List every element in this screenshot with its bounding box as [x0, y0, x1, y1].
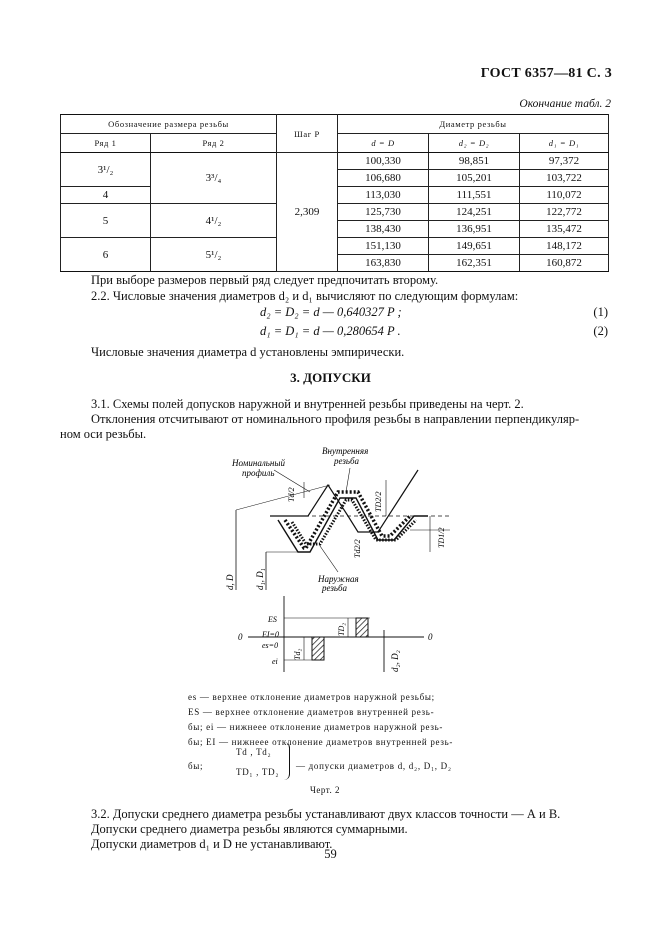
table-end-note: Окончание табл. 2 [519, 98, 611, 110]
page-header: ГОСТ 6357—81 С. 3 [480, 66, 612, 81]
cell-value: 100,330 [338, 153, 429, 170]
col-designation: Обозначение размера резьбы [61, 115, 277, 134]
col-diameter: Диаметр резьбы [338, 115, 609, 134]
cell-value: 138,430 [338, 221, 429, 238]
label-TD2: TD₂ [337, 622, 346, 636]
label-d2-D2: d₂, D₂ [390, 650, 400, 672]
leader-internal [346, 468, 350, 492]
formula-2: d₁ = D₁ = d — 0,280654 P . [260, 324, 401, 338]
formula-1-number: (1) [593, 305, 608, 319]
paragraph: Числовые значения диаметра d установлены эмпирически. [91, 345, 405, 359]
label-external-1: Наружная [318, 574, 359, 584]
figure-caption: Черт. 2 [310, 785, 340, 795]
formula-2-number: (2) [593, 324, 608, 338]
col-d1: d₁ = D₁ [520, 134, 609, 153]
cell-value: 122,772 [520, 204, 609, 221]
paragraph: При выборе размеров первый ряд следует предпочитать второму. [91, 273, 439, 287]
label-Td2: Td₂ [293, 648, 302, 660]
legend-line: бы; EI — нижнеее отклонение диаметров внутренней резь- [188, 737, 454, 747]
label-tD2-half: TD2/2 [374, 491, 383, 512]
label-EI0: EI=0 [262, 630, 279, 639]
paragraph: ном оси резьбы. [60, 427, 147, 441]
cell-value: 136,951 [429, 221, 520, 238]
cell-pitch: 2,309 [277, 153, 338, 272]
cell-value: 162,351 [429, 255, 520, 272]
label-external-2: резьба [322, 583, 348, 593]
cell-value: 106,680 [338, 170, 429, 187]
col-d: d = D [338, 134, 429, 153]
cell-value: 124,251 [429, 204, 520, 221]
label-td-half: Td/2 [287, 487, 296, 502]
label-d1-D1: d₁, D₁ [255, 568, 265, 590]
label-ES: ES [268, 615, 277, 624]
thread-table [60, 114, 609, 272]
label-ei: ei [272, 657, 278, 666]
cell-row1: 4 [61, 187, 151, 204]
paragraph: 3.1. Схемы полей допусков наружной и внутренней резьбы приведены на черт. 2. [91, 397, 524, 411]
label-d-D: d, D [225, 574, 235, 590]
cell-value: 151,130 [338, 238, 429, 255]
cell-value: 135,472 [520, 221, 609, 238]
cell-value: 148,172 [520, 238, 609, 255]
legend-prefix: бы; [188, 761, 204, 771]
legend-line: es — верхнее отклонение диаметров наружной резьбы; [188, 692, 435, 702]
label-nominal-2: профиль [242, 468, 275, 478]
label-nominal-1: Номинальный [232, 458, 285, 468]
cell-value: 98,851 [429, 153, 520, 170]
label-zero-right: 0 [428, 632, 433, 642]
legend-line: ES — верхнее отклонение диаметров внутренней резь- [188, 707, 435, 717]
paragraph: Допуски среднего диаметра резьбы являются суммарными. [91, 822, 408, 836]
leader-external [320, 546, 338, 572]
cell-value: 149,651 [429, 238, 520, 255]
cell-value: 163,830 [338, 255, 429, 272]
cell-row1: 3¹/₂ [61, 153, 151, 187]
tD2-zone [356, 618, 368, 637]
cell-value: 125,730 [338, 204, 429, 221]
label-internal-1: Внутренняя [322, 446, 369, 456]
extension-line [236, 485, 330, 510]
page-number: 59 [324, 847, 337, 861]
cell-value: 111,551 [429, 187, 520, 204]
legend-tolerances-b: TD₁ , TD₂ [236, 767, 280, 777]
legend-tolerances-a: Td , Td₂ [236, 747, 272, 757]
table-row [61, 153, 609, 170]
cell-value: 113,030 [338, 187, 429, 204]
label-es0: es=0 [262, 641, 279, 650]
external-tolerance-zone [292, 500, 416, 544]
section-heading: 3. ДОПУСКИ [290, 370, 371, 385]
legend-brace [283, 742, 290, 780]
paragraph: Допуски диаметров d₁ и D не устанавливают. [91, 837, 333, 851]
figure-legend [188, 690, 488, 750]
formula-1: d₂ = D₂ = d — 0,640327 P ; [260, 305, 402, 319]
label-zero-left: 0 [238, 632, 243, 642]
cell-row2: 5¹/₂ [151, 238, 277, 272]
td2-zone [312, 637, 324, 660]
label-tD1-half: TD1/2 [437, 527, 446, 548]
cell-row1: 6 [61, 238, 151, 272]
col-d2: d₂ = D₂ [429, 134, 520, 153]
legend-tolerances-text: — допуски диаметров d, d₂, D₁, D₂ [296, 761, 452, 771]
paragraph: Отклонения отсчитывают от номинального профиля резьбы в направлении перпендикуляр- [91, 412, 580, 426]
cell-value: 103,722 [520, 170, 609, 187]
cell-value: 97,372 [520, 153, 609, 170]
label-internal-2: резьба [334, 456, 360, 466]
cell-value: 110,072 [520, 187, 609, 204]
col-row1: Ряд 1 [61, 134, 151, 153]
cell-value: 160,872 [520, 255, 609, 272]
cell-value: 105,201 [429, 170, 520, 187]
col-pitch: Шаг P [277, 115, 338, 153]
col-row2: Ряд 2 [151, 134, 277, 153]
label-td2-half: Td2/2 [353, 539, 362, 558]
cell-row2: 3³/₄ [151, 153, 277, 204]
paragraph: 2.2. Числовые значения диаметров d₂ и d₁ вычисляют по следующим формулам: [91, 289, 519, 303]
cell-row2: 4¹/₂ [151, 204, 277, 238]
legend-line: бы; ei — нижнеее отклонение диаметров наружной резь- [188, 722, 444, 732]
paragraph: 3.2. Допуски среднего диаметра резьбы устанавливают двух классов точности — А и В. [91, 807, 561, 821]
tolerance-diagram [200, 440, 460, 680]
cell-row1: 5 [61, 204, 151, 238]
